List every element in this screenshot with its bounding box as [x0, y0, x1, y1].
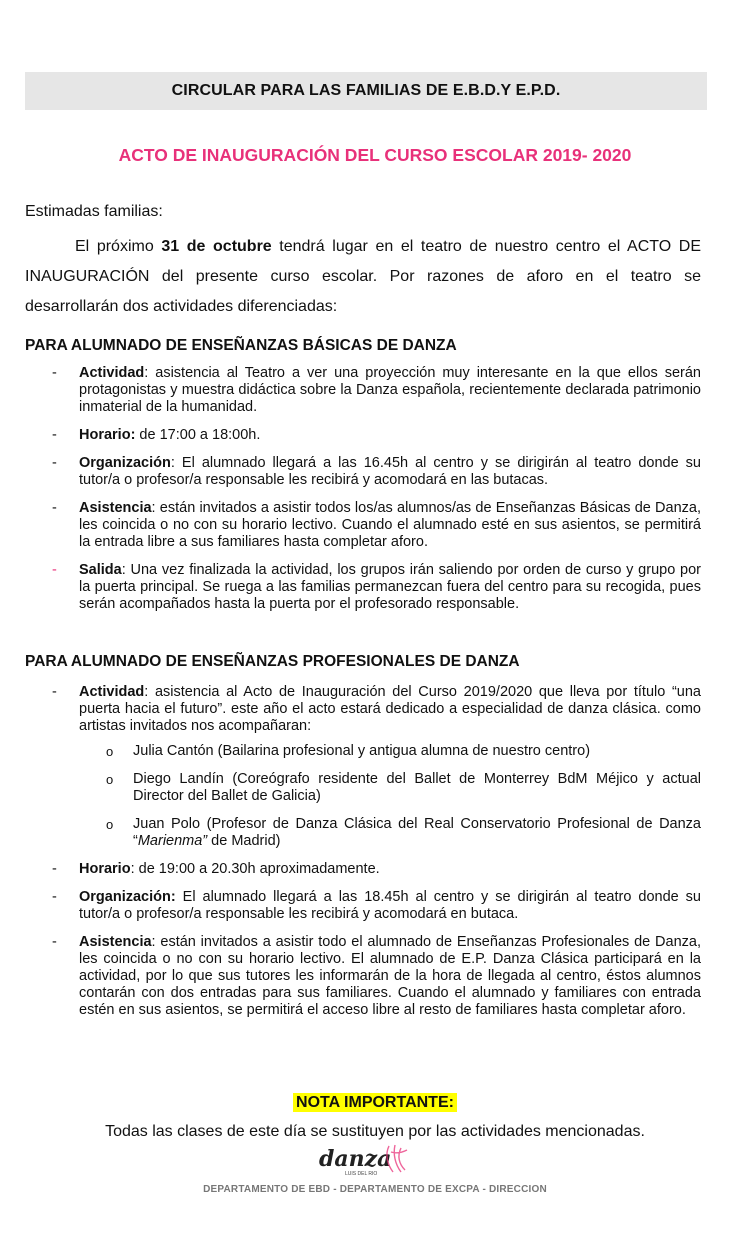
dash-marker: - — [52, 427, 57, 443]
dash-marker: - — [52, 562, 57, 578]
item-text: : Una vez finalizada la actividad, los grupos irán saliendo por orden de curso y grupo por la puerta principal. Se ruega a las familias permanezcan fuera del centro para su recogida, pues serán acompañados hasta la puerta por el profesorado responsable. — [79, 562, 701, 612]
dash-marker: - — [52, 500, 57, 516]
list-item — [25, 934, 701, 1019]
item-text: El alumnado llegará a las 18.45h al centro y se dirigirán al teatro donde su tutor/a o profesor/a responsable les recibirá y acomodará en butaca. — [79, 889, 701, 922]
dash-marker: - — [52, 455, 57, 471]
item-label: Organización — [79, 455, 171, 471]
item-label: Asistencia — [79, 500, 152, 516]
logo-sub: LUIS DEL RIO — [345, 1171, 378, 1177]
intro-after: tendrá lugar en el teatro de nuestro centro el ACTO DE INAUGURACIÓN del presente curso escolar. Por razones de aforo en el teatro se desarrollarán dos actividades diferenciadas: — [25, 238, 701, 315]
circle-bullet-icon: o — [106, 817, 114, 832]
list-item — [25, 365, 701, 416]
circular-header — [25, 72, 707, 110]
intro-before: El próximo — [75, 238, 162, 255]
danza-logo-mark — [315, 1142, 420, 1178]
item-text: : asistencia al Teatro a ver una proyección muy interesante en la que ellos serán protagonistas y muestra didáctica sobre la Danza española, recientemente declarada patrimonio inmaterial de la humanidad. — [79, 365, 701, 415]
list-item — [25, 684, 701, 850]
important-note-label — [0, 1094, 750, 1112]
item-label: Horario — [79, 861, 131, 877]
guest-text: Juan Polo (Profesor de Danza Clásica del Real Conservatorio Profesional de Danza “ — [133, 816, 701, 849]
guest-item — [79, 816, 701, 850]
item-text: : de 19:00 a 20.30h aproximadamente. — [130, 861, 380, 877]
intro-date: 31 de octubre — [161, 238, 272, 255]
list-item — [25, 562, 701, 613]
list-item — [25, 427, 701, 444]
item-text: : El alumnado llegará a las 16.45h al centro y se dirigirán al teatro donde su tutor/a o profesor/a responsable les recibirá y acomodará en las butacas. — [79, 455, 701, 488]
item-text: : están invitados a asistir todos los/as alumnos/as de Enseñanzas Básicas de Danza, les coincida o no con su horario lectivo. Cuando el alumnado esté en sus asientos, se permitirá la entrada libre a sus familiares hasta completar aforo. — [79, 500, 701, 550]
item-label: Actividad — [79, 684, 145, 700]
item-text: : asistencia al Acto de Inauguración del Curso 2019/2020 que lleva por título “una puerta hacia el futuro”. este año el acto estará dedicado a especialidad de danza clásica. como artistas invitados nos acompañaran: — [79, 684, 701, 734]
guest-text: Diego Landín (Coreógrafo residente del Ballet de Monterrey BdM Méjico y actual Director del Ballet de Galicia) — [133, 771, 701, 804]
circle-bullet-icon: o — [106, 772, 114, 787]
guest-item — [79, 743, 701, 760]
item-label: Salida — [79, 562, 122, 578]
list-item — [25, 889, 701, 923]
basic-list — [25, 365, 701, 624]
list-item — [25, 455, 701, 489]
important-note-text: Todas las clases de este día se sustituyen por las actividades mencionadas. — [105, 1123, 645, 1140]
dash-marker: - — [52, 861, 57, 877]
item-label: Actividad — [79, 365, 145, 381]
dash-marker: - — [52, 365, 57, 381]
item-label: Organización: — [79, 889, 176, 905]
item-text: : están invitados a asistir todo el alumnado de Enseñanzas Profesionales de Danza, les coincida o no con su horario lectivo. El alumnado de E.P. Danza Clásica participará en la actividad, por lo que sus tutores les informarán de la hora de llegada al centro, éstos alumnos contarán con dos entradas para sus familiares. Cuando el alumnado y familiares con entrada estén en sus asientos, se permitirá el acceso libre al resto de familiares hasta completar aforo. — [79, 934, 701, 1018]
logo-word: danza — [319, 1146, 392, 1172]
list-item — [25, 861, 701, 878]
danza-logo — [315, 1142, 420, 1178]
item-label: Asistencia — [79, 934, 152, 950]
professional-list — [25, 684, 701, 1030]
guest-list — [79, 743, 701, 850]
greeting: Estimadas familias: — [25, 203, 163, 220]
dash-marker: - — [52, 889, 57, 905]
circle-bullet-icon: o — [106, 744, 114, 759]
list-item — [25, 500, 701, 551]
guest-text-italic: Marienma” — [137, 833, 208, 849]
item-text: de 17:00 a 18:00h. — [135, 427, 261, 443]
item-label: Horario: — [79, 427, 136, 443]
section-heading-basic: PARA ALUMNADO DE ENSEÑANZAS BÁSICAS DE DANZA — [25, 337, 457, 354]
document-title: ACTO DE INAUGURACIÓN DEL CURSO ESCOLAR 2019- 2020 — [118, 145, 632, 165]
section-heading-professional: PARA ALUMNADO DE ENSEÑANZAS PROFESIONALES DE DANZA — [25, 653, 520, 670]
guest-text-after: de Madrid) — [207, 833, 281, 849]
dash-marker: - — [52, 684, 57, 700]
important-note-highlight: NOTA IMPORTANTE: — [293, 1093, 457, 1112]
dash-marker: - — [52, 934, 57, 950]
intro-paragraph — [25, 232, 701, 322]
guest-item — [79, 771, 701, 805]
circular-title: CIRCULAR PARA LAS FAMILIAS DE E.B.D.Y E.P.D. — [171, 82, 561, 99]
footer: DEPARTAMENTO DE EBD - DEPARTAMENTO DE EXCPA - DIRECCION — [203, 1184, 547, 1195]
guest-text: Julia Cantón (Bailarina profesional y antigua alumna de nuestro centro) — [133, 743, 591, 759]
